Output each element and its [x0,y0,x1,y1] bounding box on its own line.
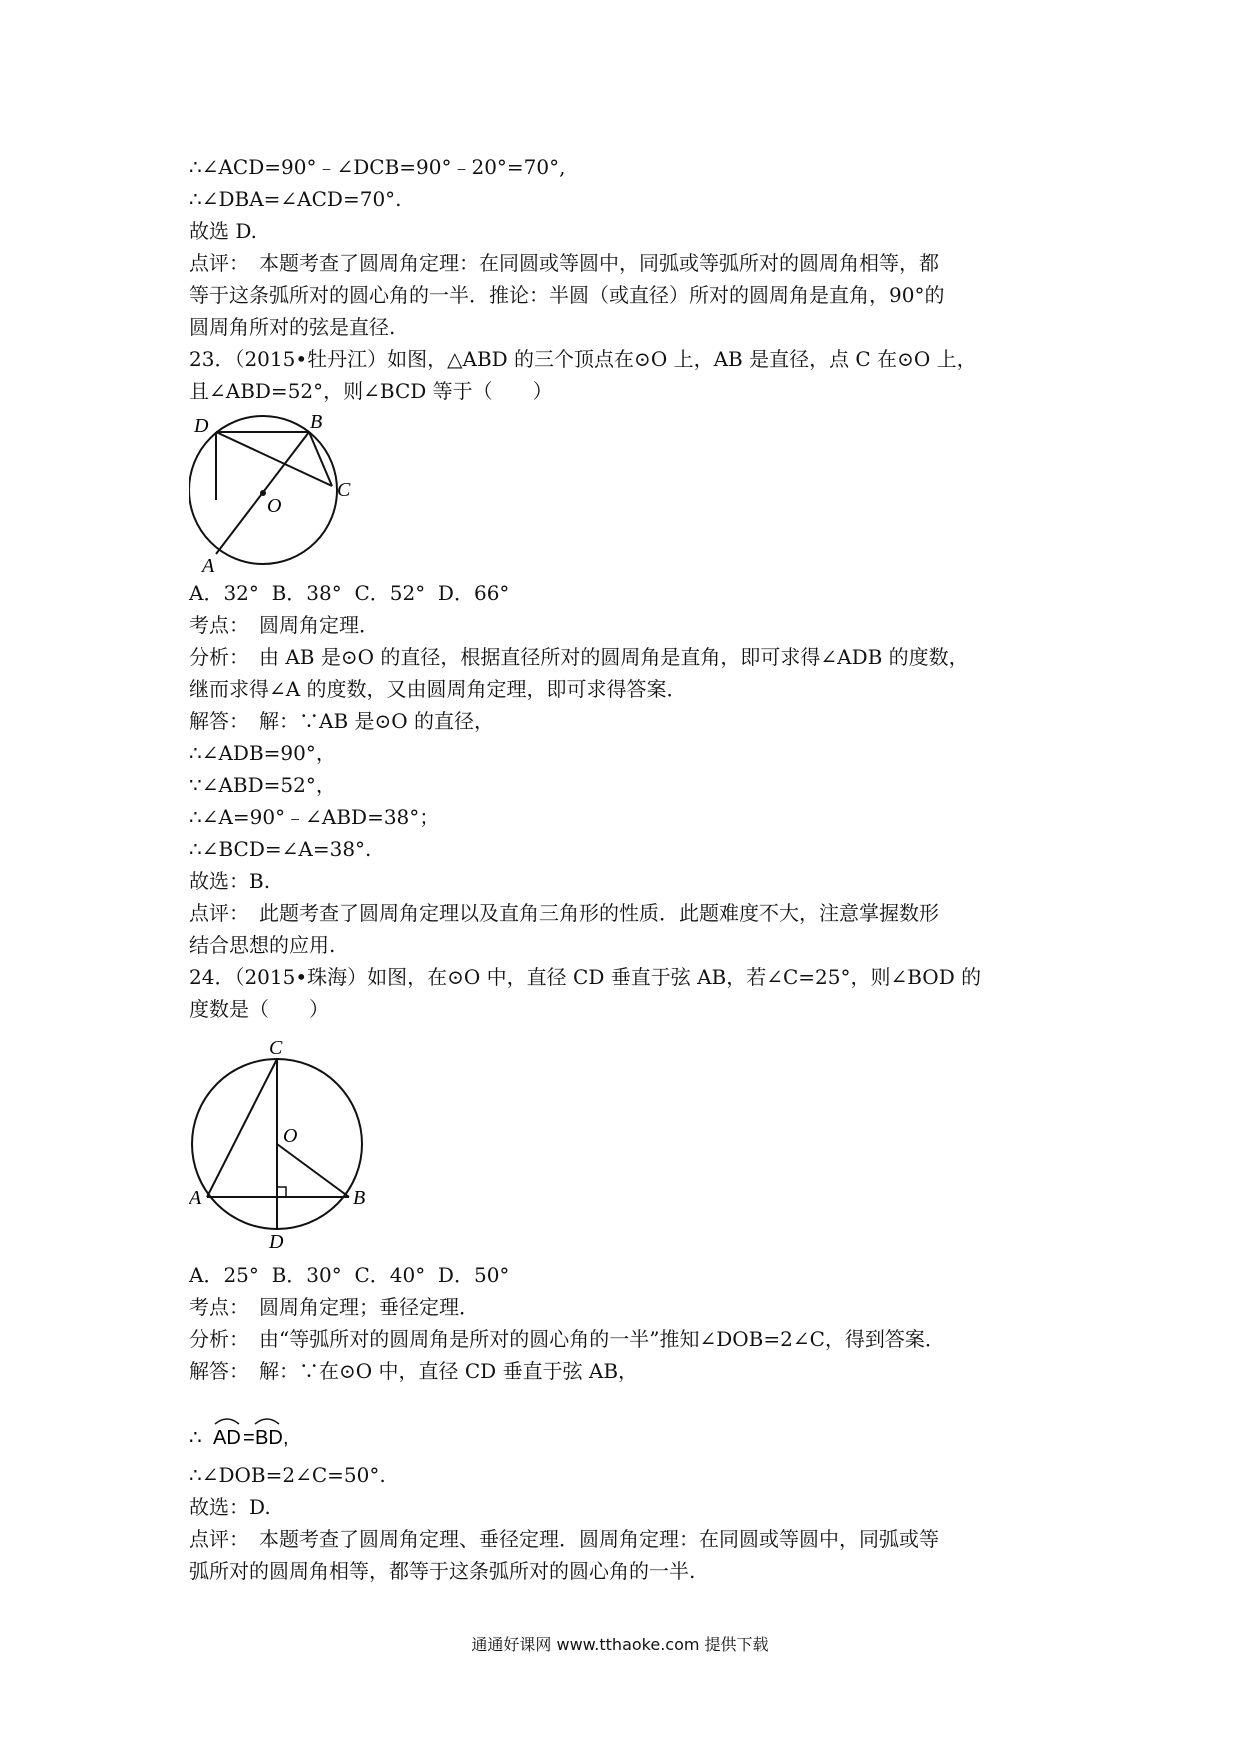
text-line: 考点： 圆周角定理；垂径定理． [189,1295,479,1319]
label-b: B [310,411,323,433]
text-line: ∴∠A=90°﹣∠ABD=38°； [189,805,440,829]
text-line: 继而求得∠A 的度数，又由圆周角定理，即可求得答案． [189,677,687,701]
label-o: O [267,495,282,517]
text-line: 结合思想的应用. [189,933,336,957]
text-line: ∴∠DOB=2∠C=50°. [189,1463,386,1487]
arc-equals: = [243,1427,255,1449]
text-line: 等于这条弧所对的圆心角的一半．推论：半圆（或直径）所对的圆周角是直角，90°的 [189,283,945,307]
answer-options: A．32° B．38° C．52° D．66° [189,581,510,605]
figure-circle-abd [189,408,369,574]
label-c: C [337,479,351,501]
label-d: D [269,1231,284,1250]
page-footer: 通通好课网 www.tthaoke.com 提供下载 [471,1635,769,1654]
text-line: 点评： 本题考查了圆周角定理：在同圆或等圆中，同弧或等弧所对的圆周角相等，都 [189,251,939,275]
label-b: B [353,1187,366,1209]
label-a: A [202,555,215,574]
text-line: ∴∠DBA=∠ACD=70°. [189,187,402,211]
label-a: A [189,1187,202,1209]
arc-bd: BD [255,1427,283,1449]
label-c: C [269,1038,283,1059]
text-line: 点评： 本题考查了圆周角定理、垂径定理．圆周角定理：在同圆或等圆中，同弧或等 [189,1527,939,1551]
label-d: D [194,415,209,437]
question-24-text: 24．（2015•珠海）如图，在⊙O 中，直径 CD 垂直于弦 AB，若∠C=25°，则∠BOD 的 [189,965,982,989]
figure-circle-cd-ab [189,1038,379,1250]
text-line: 圆周角所对的弦是直径. [189,315,396,339]
arc-prefix: ∴ [189,1427,202,1449]
text-line: 故选：B. [189,869,271,893]
question-23-text: 且∠ABD=52°，则∠BCD 等于（ ） [189,379,553,403]
text-line: ∴∠BCD=∠A=38°. [189,837,372,861]
text-line: ∴∠ACD=90°﹣∠DCB=90°﹣20°=70°, [189,155,566,179]
text-line: 点评： 此题考查了圆周角定理以及直角三角形的性质．此题难度不大，注意掌握数形 [189,901,939,925]
arc-ad: AD [213,1427,241,1449]
text-line: 弧所对的圆周角相等，都等于这条弧所对的圆心角的一半. [189,1559,696,1583]
arc-equation [189,1412,489,1452]
question-23-text: 23．（2015•牡丹江）如图，△ABD 的三个顶点在⊙O 上，AB 是直径，点 C 在⊙O 上， [189,347,977,371]
text-line: ∵∠ABD=52°， [189,773,336,797]
text-line: 故选 D. [189,219,258,243]
text-line: 解答： 解：∵在⊙O 中，直径 CD 垂直于弦 AB， [189,1359,639,1383]
text-line: 解答： 解：∵AB 是⊙O 的直径， [189,709,495,733]
text-line: 故选：D. [189,1495,271,1519]
question-24-text: 度数是（ ） [189,997,329,1021]
text-line: 考点： 圆周角定理． [189,613,379,637]
text-line: 分析： 由 AB 是⊙O 的直径，根据直径所对的圆周角是直角，即可求得∠ADB 的度数， [189,645,969,669]
label-o: O [283,1125,298,1147]
answer-options: A．25° B．30° C．40° D．50° [189,1263,510,1287]
arc-suffix: , [283,1427,289,1449]
text-line: ∴∠ADB=90°， [189,741,336,765]
text-line: 分析： 由“等弧所对的圆周角是所对的圆心角的一半”推知∠DOB=2∠C，得到答案． [189,1327,945,1351]
